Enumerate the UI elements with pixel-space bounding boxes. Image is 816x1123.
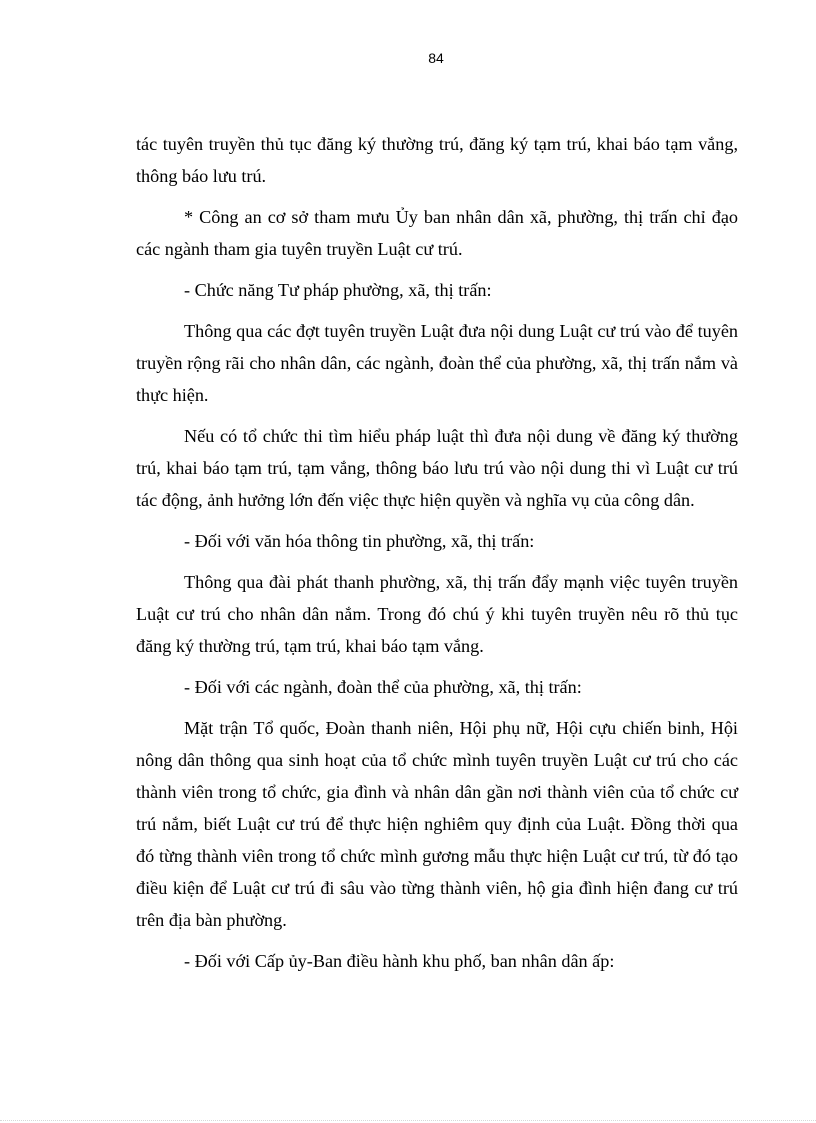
- page-bottom-divider: [0, 1120, 816, 1121]
- paragraph-police-advice: * Công an cơ sở tham mưu Ủy ban nhân dân xã, phường, thị trấn chỉ đạo các ngành tham gia tuyên truyền Luật cư trú.: [136, 207, 738, 259]
- page-number: 84: [428, 50, 444, 66]
- paragraph-radio-broadcast: Thông qua đài phát thanh phường, xã, thị trấn đẩy mạnh việc tuyên truyền Luật cư trú cho nhân dân nắm. Trong đó chú ý khi tuyên truyền nêu rõ thủ tục đăng ký thường trú, tạm trú, khai báo tạm vắng.: [136, 572, 738, 656]
- paragraph-organizations-propaganda: Mặt trận Tổ quốc, Đoàn thanh niên, Hội phụ nữ, Hội cựu chiến binh, Hội nông dân thông qua sinh hoạt của tổ chức mình tuyên truyền Luật cư trú cho các thành viên trong tổ chức, gia đình và nhân dân gần nơi thành viên của tổ chức cư trú nắm, biết Luật cư trú để thực hiện nghiêm quy định của Luật. Đồng thời qua đó từng thành viên trong tổ chức mình gương mẫu thực hiện Luật cư trú, từ đó tạo điều kiện để Luật cư trú đi sâu vào từng thành viên, hộ gia đình hiện đang cư trú trên địa bàn phường.: [136, 718, 738, 930]
- document-body: [136, 128, 738, 977]
- heading-organizations: - Đối với các ngành, đoàn thể của phường, xã, thị trấn:: [184, 677, 582, 697]
- paragraph-justice-propaganda: Thông qua các đợt tuyên truyền Luật đưa nội dung Luật cư trú vào để tuyên truyền rộng rãi cho nhân dân, các ngành, đoàn thể của phường, xã, thị trấn nắm và thực hiện.: [136, 321, 738, 405]
- heading-culture-information: - Đối với văn hóa thông tin phường, xã, thị trấn:: [184, 531, 535, 551]
- paragraph-continuation: tác tuyên truyền thủ tục đăng ký thường trú, đăng ký tạm trú, khai báo tạm vắng, thông báo lưu trú.: [136, 134, 738, 186]
- heading-party-committee: - Đối với Cấp ủy-Ban điều hành khu phố, ban nhân dân ấp:: [184, 951, 615, 971]
- paragraph-law-contest: Nếu có tổ chức thi tìm hiểu pháp luật thì đưa nội dung về đăng ký thường trú, khai báo tạm trú, tạm vắng, thông báo lưu trú vào nội dung thi vì Luật cư trú tác động, ảnh hưởng lớn đến việc thực hiện quyền và nghĩa vụ của công dân.: [136, 426, 738, 510]
- heading-justice-function: - Chức năng Tư pháp phường, xã, thị trấn:: [184, 280, 492, 300]
